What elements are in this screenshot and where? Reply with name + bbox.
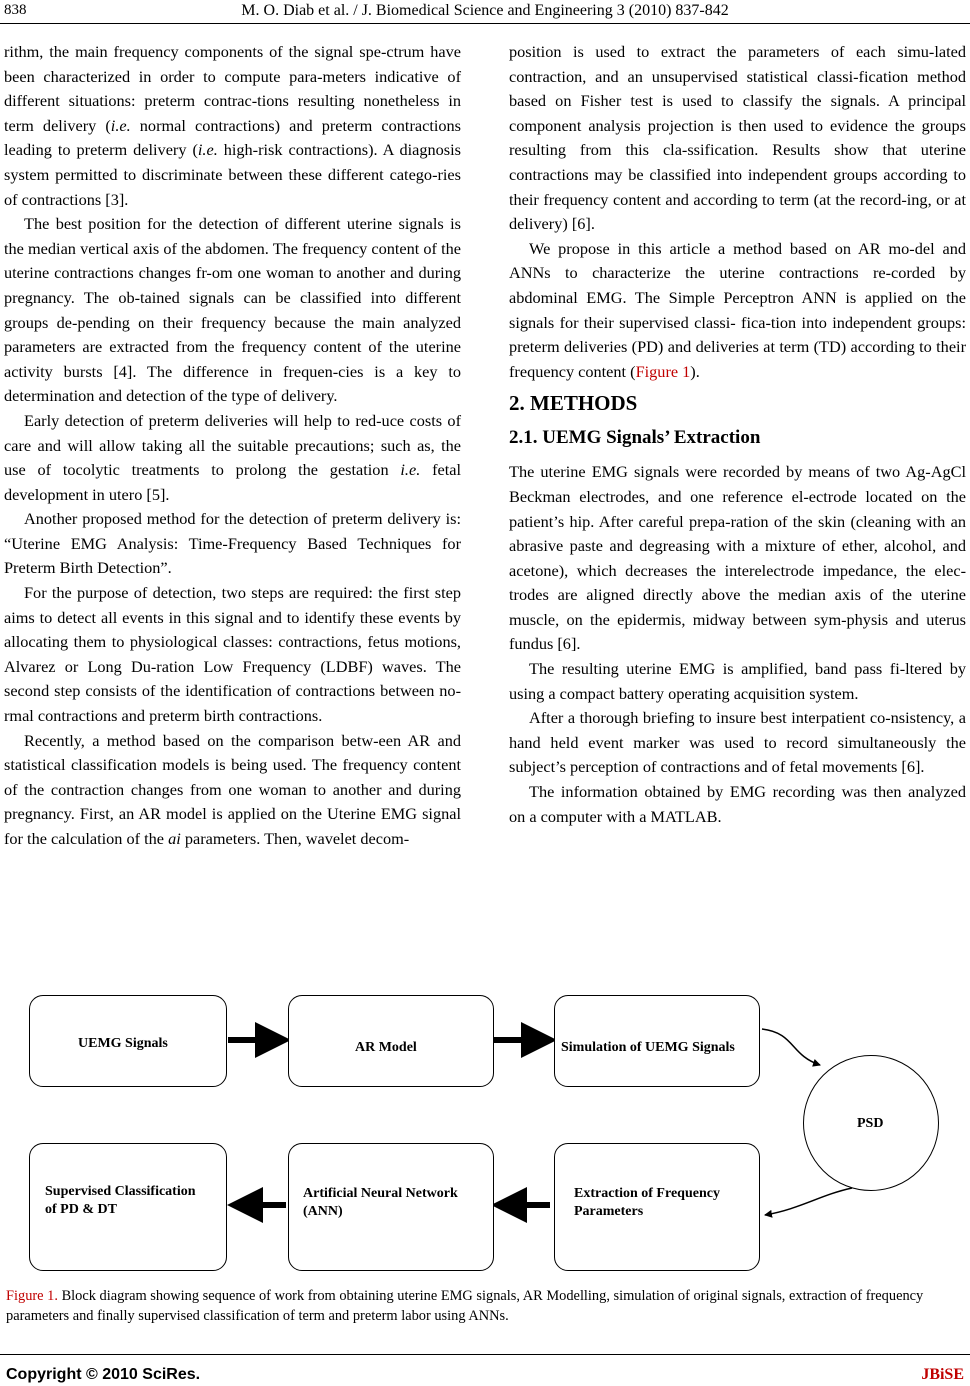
paragraph: The resulting uterine EMG is amplified, band pass fi-ltered by using a compact battery operating acquisition system. xyxy=(509,659,966,703)
paragraph: Early detection of preterm deliveries will help to red-uce costs of care and will allow taking all the suitable precautions; such as, the use of tocolytic treatments to prolong the gestation i.e. fetal development in utero [5]. xyxy=(4,410,461,504)
ann-label-line1: Artificial Neural Network xyxy=(303,1186,458,1201)
ar-model-label: AR Model xyxy=(355,1040,417,1055)
figure-reference-link[interactable]: Figure 1 xyxy=(635,361,691,381)
left-column xyxy=(4,40,461,852)
paragraph-text: ). xyxy=(690,361,700,381)
section-heading: 2. METHODS xyxy=(509,391,638,416)
right-column xyxy=(509,40,966,829)
caption-text: Block diagram showing sequence of work from obtaining uterine EMG signals, AR Modelling, simulation of original signals, extraction of frequency parameters and finally supervised classification of term and preterm labor using ANNs. xyxy=(6,1288,924,1324)
paragraph xyxy=(509,237,966,385)
uemg-signals-box xyxy=(29,995,227,1087)
figure-1-block-diagram xyxy=(0,985,970,1275)
footer-rule xyxy=(0,1354,970,1355)
psd-circle xyxy=(803,1055,939,1191)
page-header xyxy=(0,0,970,22)
figure-caption xyxy=(6,1286,964,1326)
ann-label-line2: (ANN) xyxy=(303,1204,343,1219)
page-number: 838 xyxy=(4,2,27,18)
journal-abbreviation: JBiSE xyxy=(921,1366,964,1383)
extraction-label-line2: Parameters xyxy=(574,1204,644,1219)
copyright-notice: Copyright © 2010 SciRes. xyxy=(6,1366,201,1383)
subsection-heading: 2.1. UEMG Signals’ Extraction xyxy=(509,427,761,449)
ar-model-box xyxy=(288,995,494,1087)
paragraph: The uterine EMG signals were recorded by means of two Ag-AgCl Beckman electrodes, and one reference el-ectrode located on the patient’s hip. After careful prepa-ration of the skin (cleaning with an abrasive paste and degreasing with a mixture of ether, alcohol, and acetone), which decreases the interelectrode impedance, the elec-trodes are aligned directly above the median axis of the uterine muscle, on the epidermis, midway between sym-physis and uterus fundus [6]. xyxy=(509,462,966,654)
paragraph: After a thorough briefing to insure best interpatient co-nsistency, a hand held event marker was used to record simultaneously the subject’s perception of contractions and of fetal movements [6]. xyxy=(509,708,966,777)
simulation-label: Simulation of UEMG Signals xyxy=(561,1040,735,1055)
header-rule xyxy=(0,23,970,24)
paragraph: Another proposed method for the detection of preterm delivery is: “Uterine EMG Analysis: Time-Frequency Based Techniques for Preterm Birth Detection”. xyxy=(4,509,461,578)
running-head-text: M. O. Diab et al. / J. Biomedical Science and Engineering 3 (2010) 837-842 xyxy=(241,2,729,19)
extraction-box xyxy=(554,1143,760,1271)
running-head xyxy=(0,2,970,20)
arrow-psd-to-extract xyxy=(765,1188,852,1215)
paragraph: rithm, the main frequency components of the signal spe-ctrum have been characterized in order to compute para-meters indicative of different situations: preterm contrac-tions resulting nonetheless in term delivery (i.e. normal contractions) and preterm contractions leading to preterm delivery (i.e. high-risk contractions). A diagnosis system permitted to discriminate between these different catego-ries of contractions [3]. xyxy=(4,42,461,209)
paragraph-text: We propose in this article a method based on AR mo-del and ANNs to characterize the uterine contractions re-corded by abdominal EMG. The Simple Perceptron ANN is applied on the signals for their supervised classi- fica-tion into independent groups: preterm deliveries (PD) and deliveries at term (TD) according to their frequency content ( xyxy=(509,238,966,381)
supervised-label-line2: of PD & DT xyxy=(45,1202,117,1217)
caption-label: Figure 1. xyxy=(6,1288,58,1304)
ann-box xyxy=(288,1143,494,1271)
supervised-classification-box xyxy=(29,1143,227,1271)
paragraph: The information obtained by EMG recording was then analyzed on a computer with a MATLAB. xyxy=(509,782,966,826)
paragraph: The best position for the detection of different uterine signals is the median vertical axis of the abdomen. The frequency content of the uterine contractions changes fr-om one woman to another and during pregnancy. The ob-tained signals can be classified into different groups de-pending on their frequency because the main analyzed parameters are extracted from the frequency content of the uterine activity bursts [4]. The difference in frequen-cies is a key to determination and detection of the type of delivery. xyxy=(4,214,461,406)
uemg-signals-label: UEMG Signals xyxy=(78,1036,168,1051)
paragraph: Recently, a method based on the comparison betw-een AR and statistical classification models is being used. The frequency content of the contraction changes from one woman to another and during pregnancy. First, an AR model is applied on the Uterine EMG signal for the calculation of the ai parameters. Then, wavelet decom- xyxy=(4,730,461,848)
paragraph: For the purpose of detection, two steps are required: the first step aims to detect all events in this signal and to identify these events by allocating them to physiological classes: contractions, fetus motions, Alvarez or Long Du-ration Low Frequency (LDBF) waves. The second step consists of the identification of contractions between no-rmal contractions and preterm birth contractions. xyxy=(4,583,461,726)
page-footer xyxy=(0,1356,970,1382)
paragraph: position is used to extract the parameters of each simu-lated contraction, and an unsupervised statistical classi-fication method based on Fisher test is used to classify the signals. A principal component analysis projection is then used to evidence the groups resulting from this cla-ssification. Results show that uterine contractions may be classified into independent groups according to their frequency content and according to term (at the record-ing, or at delivery) [6]. xyxy=(509,42,966,234)
psd-label: PSD xyxy=(857,1116,884,1131)
supervised-label-line1: Supervised Classification xyxy=(45,1184,196,1199)
arrow-sim-to-psd xyxy=(762,1029,820,1065)
simulation-box xyxy=(554,995,760,1087)
extraction-label-line1: Extraction of Frequency xyxy=(574,1186,720,1201)
